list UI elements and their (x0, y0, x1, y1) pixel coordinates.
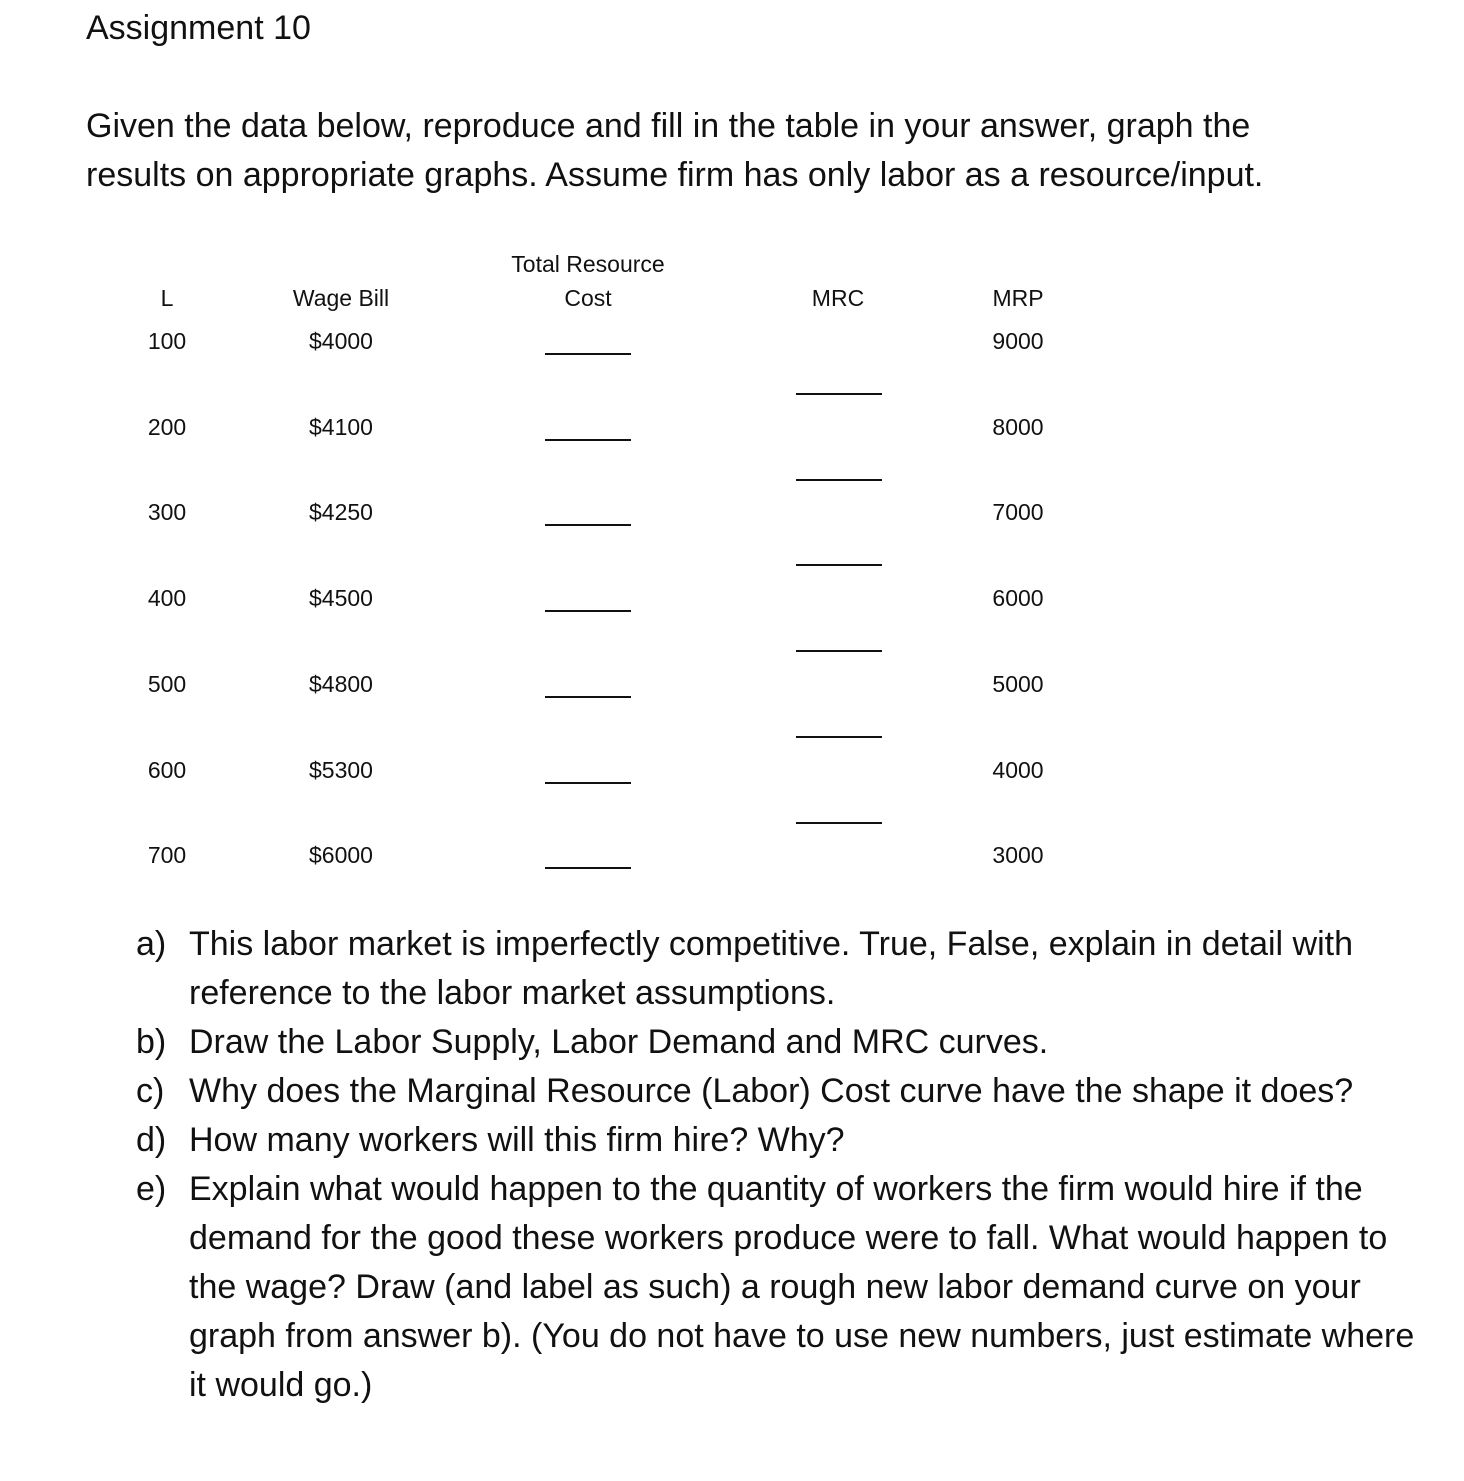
total-resource-cost-blank (545, 782, 631, 784)
header-total-resource-cost-line-1: Total Resource (511, 251, 665, 277)
cell-l: 200 (147, 414, 187, 440)
total-resource-cost-blank (545, 610, 631, 612)
header-mrc: MRC (811, 285, 865, 311)
mrc-blank (796, 650, 882, 652)
mrc-blank (796, 564, 882, 566)
cell-l: 400 (147, 585, 187, 611)
question-item (136, 1116, 1426, 1165)
question-item (136, 1165, 1426, 1410)
mrc-blank (796, 393, 882, 395)
cell-mrp: 3000 (992, 842, 1044, 868)
cell-wage-bill: $4500 (309, 585, 373, 611)
total-resource-cost-blank (545, 524, 631, 526)
header-wage-bill: Wage Bill (292, 285, 390, 311)
cell-wage-bill: $4800 (309, 671, 373, 697)
cell-l: 300 (147, 499, 187, 525)
header-l: L (160, 285, 174, 311)
question-marker: b) (136, 1023, 167, 1061)
cell-mrp: 6000 (992, 585, 1044, 611)
question-item (136, 1067, 1426, 1116)
question-text: How many workers will this firm hire? Why? (189, 1121, 845, 1159)
cell-mrp: 9000 (992, 328, 1044, 354)
cell-l: 100 (147, 328, 187, 354)
cell-l: 600 (147, 757, 187, 783)
question-item (136, 920, 1426, 1018)
question-text: Explain what would happen to the quantity of workers the firm would hire if the demand for the good these workers produce were to fall. What would happen to the wage? Draw (and label as such) a rough new labor demand curve on your graph from answer b). (You do not have to use new numbers, just estimate where it would go.) (189, 1170, 1415, 1404)
instructions-line-2: results on appropriate graphs. Assume firm has only labor as a resource/input. (86, 156, 1264, 194)
question-marker: a) (136, 925, 167, 963)
page-title: Assignment 10 (86, 9, 311, 47)
total-resource-cost-blank (545, 696, 631, 698)
instructions-line-1: Given the data below, reproduce and fill in the table in your answer, graph the (86, 107, 1251, 145)
cell-mrp: 8000 (992, 414, 1044, 440)
header-total-resource-cost-line-2: Cost (564, 285, 612, 311)
question-list (136, 920, 1426, 1410)
cell-mrp: 4000 (992, 757, 1044, 783)
cell-mrp: 5000 (992, 671, 1044, 697)
mrc-blank (796, 822, 882, 824)
cell-l: 700 (147, 842, 187, 868)
mrc-blank (796, 736, 882, 738)
cell-wage-bill: $4250 (309, 499, 373, 525)
cell-wage-bill: $5300 (309, 757, 373, 783)
question-marker: e) (136, 1170, 167, 1208)
cell-wage-bill: $6000 (309, 842, 373, 868)
header-mrp: MRP (992, 285, 1044, 311)
question-marker: d) (136, 1121, 167, 1159)
mrc-blank (796, 479, 882, 481)
question-marker: c) (136, 1072, 165, 1110)
cell-mrp: 7000 (992, 499, 1044, 525)
total-resource-cost-blank (545, 867, 631, 869)
total-resource-cost-blank (545, 439, 631, 441)
question-item (136, 1018, 1426, 1067)
cell-wage-bill: $4000 (309, 328, 373, 354)
question-text: Why does the Marginal Resource (Labor) Cost curve have the shape it does? (189, 1072, 1354, 1110)
instructions (86, 102, 1426, 200)
question-text: Draw the Labor Supply, Labor Demand and MRC curves. (189, 1023, 1049, 1061)
cell-l: 500 (147, 671, 187, 697)
cell-wage-bill: $4100 (309, 414, 373, 440)
question-text: This labor market is imperfectly competitive. True, False, explain in detail with reference to the labor market assumptions. (189, 925, 1354, 1012)
total-resource-cost-blank (545, 353, 631, 355)
